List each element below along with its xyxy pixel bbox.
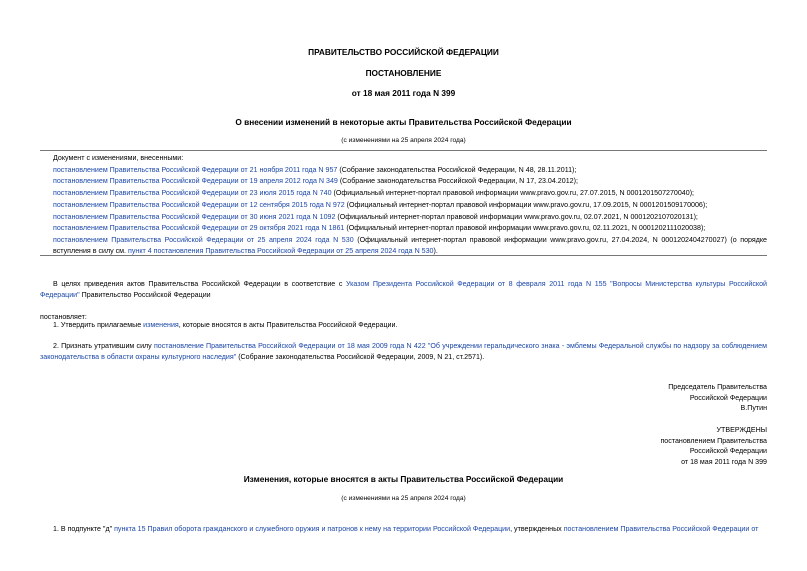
signature-country: Российской Федерации [689,393,767,402]
approval-date: от 18 мая 2011 года N 399 [681,457,767,466]
revision-note: (с изменениями на 25 апреля 2024 года) [341,137,466,144]
decree-link[interactable]: Указом Президента Российской Федерации от 8 февраля 2011 года N 155 "Вопросы Министерства культуры Российской Федерации" [40,280,767,299]
changes-intro: Документ с изменениями, внесенными: [53,154,184,162]
changes-list [40,153,767,258]
change-source: (Официальный интернет-портал правовой информации www.pravo.gov.ru, 02.11.2021, N 0001202111020038); [344,224,706,233]
appendix-title: Изменения, которые вносятся в акты Правительства Российской Федерации [243,474,564,484]
signature-name: В.Путин [740,404,767,412]
rules-link[interactable]: пункта 15 Правил оборота гражданского и служебного оружия и патронов к нему на территории Российской Федерации [114,525,511,533]
change-link[interactable]: постановлением Правительства Российской Федерации от 19 апреля 2012 года N 349 [53,177,338,186]
change-item [40,212,767,224]
change-link[interactable]: постановлением Правительства Российской Федерации от 25 апреля 2024 года N 530 [53,235,354,244]
item-2-text: 2. Признать утратившим силу [53,342,154,350]
change-link[interactable]: постановлением Правительства Российской Федерации от 12 сентября 2015 года N 972 [53,200,345,209]
item-2-end: (Собрание законодательства Российской Федерации, 2009, N 21, ст.2571). [236,352,485,361]
change-source: (Официальный интернет-портал правовой информации www.pravo.gov.ru, 17.09.2015, N 0001201509170006); [344,200,708,209]
change-link[interactable]: постановлением Правительства Российской Федерации от 29 октября 2021 года N 1861 [53,224,345,233]
divider-bottom [40,255,767,256]
approval-line: постановлением Правительства [660,436,767,445]
change-source: (Официальный интернет-портал правовой информации www.pravo.gov.ru, 02.07.2021, N 0001202107020131); [335,212,698,221]
change-end: ). [433,247,438,256]
change-item [40,165,767,177]
appendix-revision: (с изменениями на 25 апреля 2024 года) [341,495,466,502]
preamble-end: Правительство Российской Федерации [79,290,211,299]
change-link[interactable]: постановлением Правительства Российской Федерации от 23 июля 2015 года N 740 [53,189,332,198]
change-link[interactable]: постановлением Правительства Российской Федерации от 21 ноября 2011 года N 957 [53,165,338,174]
signature-position: Председатель Правительства [668,383,767,391]
government-heading: ПРАВИТЕЛЬСТВО РОССИЙСКОЙ ФЕДЕРАЦИИ [308,47,499,57]
item-1-paragraph [40,320,767,331]
approval-heading: УТВЕРЖДЕНЫ [716,426,767,434]
change-source: (Собрание законодательства Российской Федерации, N 17, 23.04.2012); [337,177,578,186]
divider-top [40,150,767,151]
appendix-item-mid: , утвержденных [510,525,564,533]
preamble-text: В целях приведения актов Правительства Российской Федерации в соответствие с [53,280,346,288]
change-item [40,176,767,188]
approval-block [660,425,767,467]
change-item [40,188,767,200]
document-title: О внесении изменений в некоторые акты Правительства Российской Федерации [235,117,572,127]
repealed-decree-link[interactable]: постановление Правительства Российской Федерации от 18 мая 2009 года N 422 "Об учреждении геральдического знака - эмблемы Федеральной службы по надзору за соблюдением законодательства в области охраны культурного наследия" [40,342,767,361]
approval-line: Российской Федерации [689,447,767,455]
preamble-paragraph [40,279,767,300]
item-1-text: 1. Утвердить прилагаемые [53,321,144,329]
appendix-item-1 [40,524,767,535]
effective-date-link[interactable]: пункт 4 постановления Правительства Российской Федерации от 25 апреля 2024 года N 530 [128,247,434,256]
document-date-number: от 18 мая 2011 года N 399 [351,88,456,98]
change-source: (Собрание законодательства Российской Федерации, N 48, 28.11.2011); [337,165,577,174]
change-link[interactable]: постановлением Правительства Российской Федерации от 30 июня 2021 года N 1092 [53,212,336,221]
signature-block [668,382,767,414]
change-source: (Официальный интернет-портал правовой информации www.pravo.gov.ru, 27.07.2015, N 0001201507270040); [331,189,695,198]
resolves-label: постановляет: [40,313,87,321]
item-2-paragraph [40,341,767,362]
change-item [40,223,767,235]
change-item [40,200,767,212]
change-source: (Официальный интернет-портал правовой информации www.pravo.gov.ru, 27.04.2024, N 0001202404270027) (о порядке вступления в силу см. [53,235,767,256]
document-type: ПОСТАНОВЛЕНИЕ [365,68,442,78]
changes-link[interactable]: изменения [143,321,179,329]
approving-decree-link[interactable]: постановлением Правительства Российской Федерации от [563,525,759,533]
appendix-item-text: 1. В подпункте "д" [53,525,115,533]
item-1-end: , которые вносятся в акты Правительства Российской Федерации. [178,321,398,329]
